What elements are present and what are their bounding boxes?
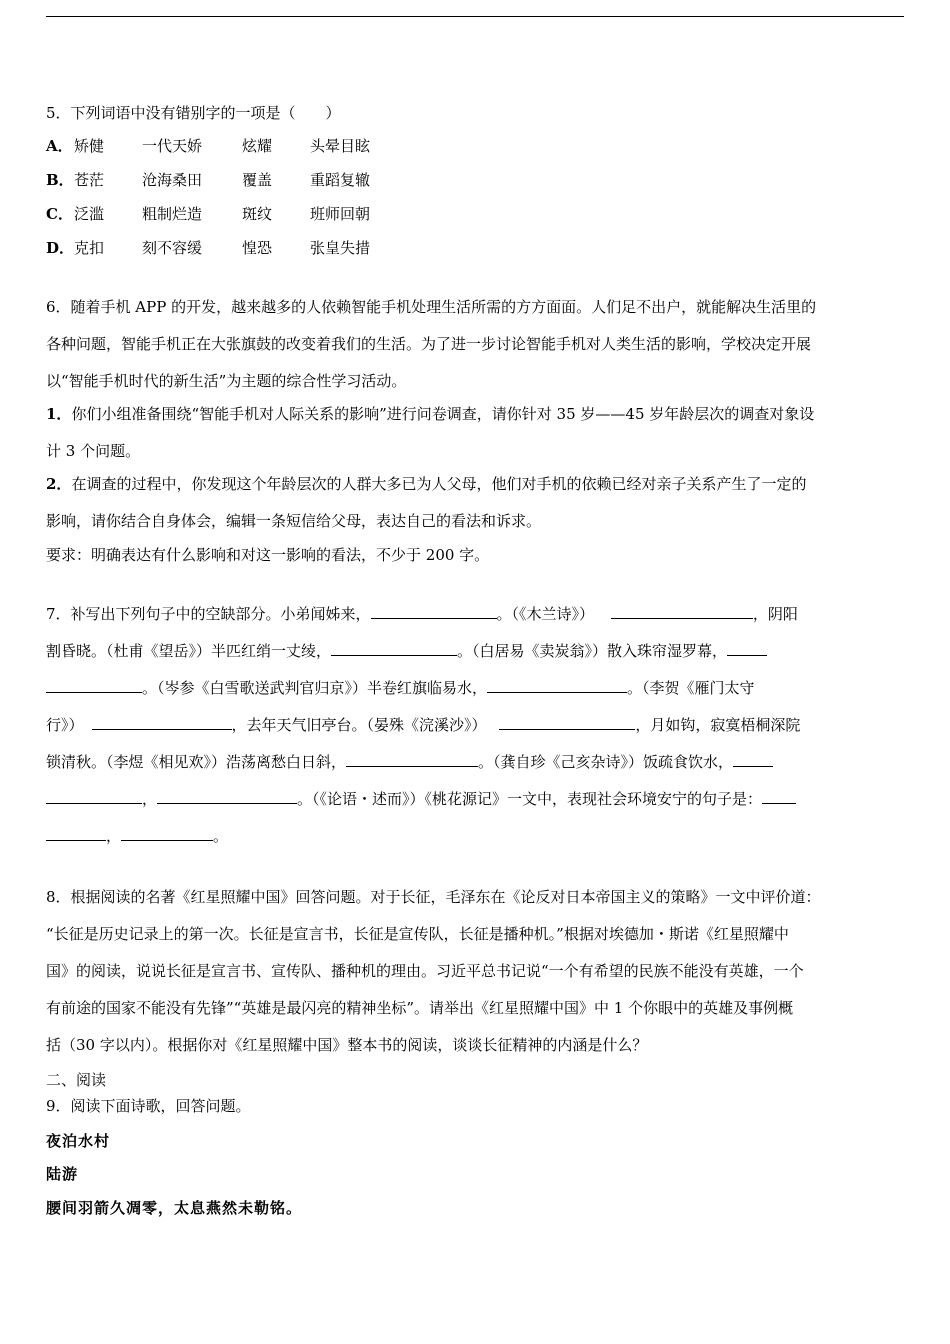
question-5-stem: 5．下列词语中没有错别字的一项是（ ） [46, 104, 341, 122]
option-label: D． [46, 239, 75, 257]
answer-blank[interactable] [121, 825, 213, 841]
option-b [46, 169, 904, 203]
answer-blank[interactable] [371, 603, 497, 619]
sub-question-1: 1．你们小组准备围绕“智能手机对人际关系的影响”进行问卷调查，请你针对 35 岁——45 岁年龄层次的调查对象设 [46, 405, 815, 423]
option-word: 重蹈复辙 [310, 171, 371, 189]
sub-question-2: 2．在调查的过程中，你发现这个年龄层次的人群大多已为人父母，他们对手机的依赖已经对亲子关系产生了一定的 [46, 475, 807, 493]
option-word: 班师回朝 [310, 205, 371, 223]
answer-blank[interactable] [733, 751, 773, 767]
answer-blank[interactable] [487, 677, 627, 693]
header-rule [46, 16, 904, 17]
option-a [46, 135, 904, 169]
option-word: 张皇失措 [310, 239, 371, 257]
question-8 [46, 886, 904, 1056]
answer-blank[interactable] [762, 788, 796, 804]
answer-blank[interactable] [346, 751, 478, 767]
option-word: 头晕目眩 [310, 137, 371, 155]
question-8-line: 国》的阅读，说说长征是宣言书、宣传队、播种机的理由。习近平总书记说“一个有希望的民族不能没有英雄，一个 [46, 962, 804, 980]
option-c [46, 203, 904, 237]
answer-blank[interactable] [157, 788, 297, 804]
section-reading [46, 1069, 904, 1219]
sub-question-label: 2． [46, 475, 72, 493]
option-word: 覆盖 [242, 171, 273, 189]
question-8-line: “长征是历史记录上的第一次。长征是宣言书，长征是宣传队，长征是播种机。”根据对埃德加・斯诺《红星照耀中 [46, 925, 789, 943]
answer-blank[interactable] [331, 640, 457, 656]
option-label: A． [46, 137, 73, 155]
question-8-line: 括（30 字以内）。根据你对《红星照耀中国》整本书的阅读，谈谈长征精神的内涵是什么？ [46, 1036, 648, 1054]
option-label: B． [46, 171, 74, 189]
question-9-stem: 9．阅读下面诗歌，回答问题。 [46, 1097, 251, 1115]
option-word: 炫耀 [242, 137, 273, 155]
option-word: 粗制烂造 [142, 205, 203, 223]
option-label: C． [46, 205, 73, 223]
option-word: 一代天娇 [142, 137, 203, 155]
option-word: 泛滥 [74, 205, 105, 223]
question-6-line: 各种问题，智能手机正在大张旗鼓的改变着我们的生活。为了进一步讨论智能手机对人类生活的影响，学校决定开展 [46, 335, 812, 353]
answer-blank[interactable] [727, 640, 767, 656]
requirement-text: 要求：明确表达有什么影响和对这一影响的看法，不少于 200 字。 [46, 546, 490, 564]
option-d [46, 237, 904, 271]
option-word: 刻不容缓 [142, 239, 203, 257]
question-6-line: 6．随着手机 APP 的开发，越来越多的人依赖智能手机处理生活所需的方方面面。人们足不出户，就能解决生活里的 [46, 298, 817, 316]
option-word: 苍茫 [74, 171, 105, 189]
sub-question-2-cont: 影响，请你结合自身体会，编辑一条短信给父母，表达自己的看法和诉求。 [46, 512, 542, 530]
poem-title: 夜泊水村 [46, 1132, 111, 1150]
question-5 [46, 102, 904, 271]
question-6 [46, 296, 904, 566]
question-7: 7．补写出下列句子中的空缺部分。小弟闻姊来， 。（《木兰诗》） ，阴阳 割昏晓。（杜甫《望岳》）半匹红绡一丈绫， 。（白居易《卖炭翁》）散入珠帘湿罗幕， 。（岑参《白雪歌送武判官归京》）半卷红旗临易水， 。（李贺《雁门太守 行》） ，去年天气旧亭台。（晏殊《浣溪沙》） ，月如钩，寂寞梧桐深院 锁清秋。（李煜《相见欢》）浩荡离愁白日斜， 。（龚自珍《己亥杂诗》）饭疏食饮水， ， 。（《论语・述而》）《桃花源记》一文中，表现社会环境安宁的句子是： ， 。 [46, 605, 801, 845]
sub-question-label: 1． [46, 405, 72, 423]
answer-blank[interactable] [46, 677, 142, 693]
option-word: 斑纹 [242, 205, 273, 223]
answer-blank[interactable] [92, 714, 232, 730]
option-word: 矫健 [74, 137, 105, 155]
sub-question-1-cont: 计 3 个问题。 [46, 442, 141, 460]
option-word: 克扣 [74, 239, 105, 257]
poem-line: 腰间羽箭久凋零，太息燕然未勒铭。 [46, 1199, 303, 1217]
question-8-line: 有前途的国家不能没有先锋”“英雄是最闪亮的精神坐标”。请举出《红星照耀中国》中 1 个你眼中的英雄及事例概 [46, 999, 794, 1017]
section-heading: 二、阅读 [46, 1071, 107, 1089]
answer-blank[interactable] [46, 788, 142, 804]
question-8-line: 8．根据阅读的名著《红星照耀中国》回答问题。对于长征，毛泽东在《论反对日本帝国主义的策略》一文中评价道： [46, 888, 821, 906]
question-6-line: 以“智能手机时代的新生活”为主题的综合性学习活动。 [46, 372, 407, 390]
option-word: 沧海桑田 [142, 171, 203, 189]
option-word: 惶恐 [242, 239, 273, 257]
answer-blank[interactable] [499, 714, 635, 730]
poem-author: 陆游 [46, 1165, 79, 1183]
answer-blank[interactable] [611, 603, 753, 619]
answer-blank[interactable] [46, 825, 106, 841]
